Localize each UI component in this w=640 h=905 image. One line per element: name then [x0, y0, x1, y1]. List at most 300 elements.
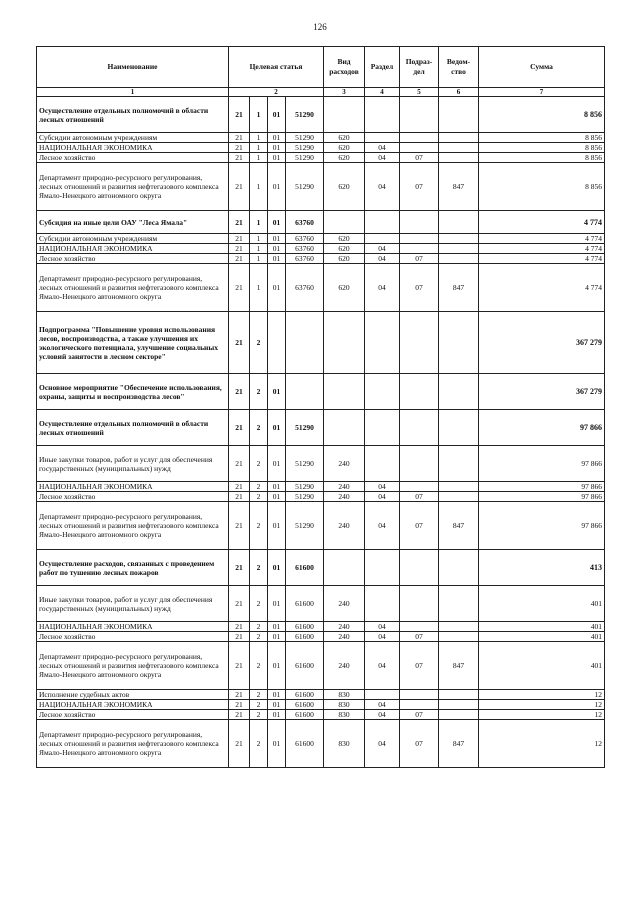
header-expense-type: Вид расходов [324, 47, 365, 88]
department-code: 847 [439, 502, 479, 550]
department-code [439, 410, 479, 446]
row-name: Подпрограмма "Повышение уровня использования лесов, воспроизводства, а также улучшения их экологического потенциала, улучшение социальных условий занятости в лесном секторе" [37, 312, 229, 374]
target-code-subprogram: 2 [250, 492, 268, 502]
section-code: 04 [365, 143, 400, 153]
section-code [365, 312, 400, 374]
target-code-event: 01 [268, 642, 286, 690]
section-code [365, 133, 400, 143]
target-code-event: 01 [268, 502, 286, 550]
expense-type-code: 240 [324, 446, 365, 482]
table-row [37, 482, 605, 492]
target-code-event: 01 [268, 97, 286, 133]
target-code-direction: 63760 [286, 254, 324, 264]
target-code-direction: 61600 [286, 720, 324, 768]
row-name: Департамент природно-ресурсного регулирования, лесных отношений и развития нефтегазового комплекса Ямало-Ненецкого автономного округа [37, 720, 229, 768]
table-row [37, 163, 605, 211]
section-code: 04 [365, 622, 400, 632]
expense-type-code [324, 550, 365, 586]
expense-type-code [324, 410, 365, 446]
section-code: 04 [365, 264, 400, 312]
target-code-direction: 51290 [286, 143, 324, 153]
section-code [365, 211, 400, 234]
expense-type-code [324, 374, 365, 410]
amount-value: 8 856 [479, 163, 605, 211]
amount-value: 367 279 [479, 374, 605, 410]
column-number: 6 [439, 88, 479, 97]
table-row [37, 133, 605, 143]
target-code-program: 21 [229, 374, 250, 410]
subsection-code [400, 312, 439, 374]
amount-value: 4 774 [479, 264, 605, 312]
subsection-code [400, 622, 439, 632]
target-code-program: 21 [229, 211, 250, 234]
section-code: 04 [365, 710, 400, 720]
target-code-subprogram: 2 [250, 720, 268, 768]
target-code-program: 21 [229, 502, 250, 550]
section-code: 04 [365, 642, 400, 690]
subsection-code: 07 [400, 632, 439, 642]
target-code-direction: 61600 [286, 632, 324, 642]
expense-type-code: 240 [324, 622, 365, 632]
expense-type-code: 620 [324, 133, 365, 143]
target-code-event: 01 [268, 586, 286, 622]
table-row [37, 153, 605, 163]
target-code-direction: 51290 [286, 133, 324, 143]
table-row [37, 254, 605, 264]
target-code-subprogram: 1 [250, 254, 268, 264]
amount-value: 401 [479, 632, 605, 642]
subsection-code [400, 143, 439, 153]
target-code-program: 21 [229, 312, 250, 374]
amount-value: 97 866 [479, 410, 605, 446]
department-code [439, 632, 479, 642]
target-code-program: 21 [229, 550, 250, 586]
target-code-direction: 63760 [286, 234, 324, 244]
target-code-subprogram: 1 [250, 163, 268, 211]
target-code-program: 21 [229, 254, 250, 264]
department-code [439, 254, 479, 264]
subsection-code: 07 [400, 710, 439, 720]
subsection-code: 07 [400, 153, 439, 163]
section-code [365, 410, 400, 446]
subsection-code [400, 446, 439, 482]
amount-value: 4 774 [479, 211, 605, 234]
subsection-code: 07 [400, 502, 439, 550]
target-code-event: 01 [268, 550, 286, 586]
column-number: 3 [324, 88, 365, 97]
department-code [439, 234, 479, 244]
expense-type-code: 240 [324, 586, 365, 622]
department-code [439, 710, 479, 720]
subsection-code: 07 [400, 264, 439, 312]
expense-type-code [324, 312, 365, 374]
section-code [365, 550, 400, 586]
section-code: 04 [365, 632, 400, 642]
target-code-subprogram: 1 [250, 244, 268, 254]
header-amount: Сумма [479, 47, 605, 88]
section-code: 04 [365, 720, 400, 768]
budget-table [36, 46, 605, 768]
column-number: 1 [37, 88, 229, 97]
expense-type-code: 830 [324, 720, 365, 768]
target-code-event: 01 [268, 700, 286, 710]
row-name: Лесное хозяйство [37, 254, 229, 264]
table-row [37, 410, 605, 446]
section-code: 04 [365, 700, 400, 710]
subsection-code [400, 586, 439, 622]
department-code: 847 [439, 642, 479, 690]
expense-type-code: 620 [324, 264, 365, 312]
target-code-direction: 51290 [286, 163, 324, 211]
target-code-subprogram: 2 [250, 710, 268, 720]
target-code-program: 21 [229, 482, 250, 492]
table-row [37, 700, 605, 710]
section-code [365, 234, 400, 244]
target-code-direction: 63760 [286, 264, 324, 312]
header-target-article: Целевая статья [229, 47, 324, 88]
row-name: Лесное хозяйство [37, 710, 229, 720]
target-code-program: 21 [229, 700, 250, 710]
amount-value: 8 856 [479, 153, 605, 163]
amount-value: 401 [479, 642, 605, 690]
page-number: 126 [313, 22, 327, 32]
row-name: Осуществление отдельных полномочий в области лесных отношений [37, 97, 229, 133]
target-code-direction: 61600 [286, 622, 324, 632]
target-code-event: 01 [268, 622, 286, 632]
section-code: 04 [365, 492, 400, 502]
table-row [37, 550, 605, 586]
target-code-event: 01 [268, 254, 286, 264]
expense-type-code: 240 [324, 482, 365, 492]
expense-type-code: 620 [324, 254, 365, 264]
amount-value: 97 866 [479, 446, 605, 482]
section-code: 04 [365, 244, 400, 254]
amount-value: 12 [479, 700, 605, 710]
table-row [37, 97, 605, 133]
department-code [439, 244, 479, 254]
amount-value: 401 [479, 622, 605, 632]
expense-type-code: 240 [324, 632, 365, 642]
section-code [365, 586, 400, 622]
target-code-event: 01 [268, 374, 286, 410]
target-code-event: 01 [268, 143, 286, 153]
expense-type-code: 240 [324, 492, 365, 502]
target-code-program: 21 [229, 234, 250, 244]
department-code [439, 312, 479, 374]
subsection-code: 07 [400, 642, 439, 690]
target-code-subprogram: 2 [250, 374, 268, 410]
section-code [365, 690, 400, 700]
subsection-code [400, 410, 439, 446]
amount-value: 4 774 [479, 234, 605, 244]
target-code-event: 01 [268, 163, 286, 211]
target-code-subprogram: 2 [250, 690, 268, 700]
target-code-program: 21 [229, 690, 250, 700]
subsection-code [400, 97, 439, 133]
target-code-program: 21 [229, 492, 250, 502]
expense-type-code: 240 [324, 502, 365, 550]
expense-type-code: 830 [324, 690, 365, 700]
row-name: Субсидии автономным учреждениям [37, 234, 229, 244]
row-name: НАЦИОНАЛЬНАЯ ЭКОНОМИКА [37, 700, 229, 710]
subsection-code [400, 211, 439, 234]
department-code [439, 211, 479, 234]
row-name: Иные закупки товаров, работ и услуг для обеспечения государственных (муниципальных) нужд [37, 446, 229, 482]
target-code-direction: 51290 [286, 446, 324, 482]
target-code-event: 01 [268, 690, 286, 700]
subsection-code: 07 [400, 720, 439, 768]
row-name: Основное мероприятие "Обеспечение использования, охраны, защиты и воспроизводства лесов" [37, 374, 229, 410]
target-code-event: 01 [268, 410, 286, 446]
target-code-program: 21 [229, 720, 250, 768]
target-code-subprogram: 2 [250, 550, 268, 586]
target-code-direction [286, 312, 324, 374]
target-code-program: 21 [229, 244, 250, 254]
amount-value: 97 866 [479, 492, 605, 502]
row-name: Субсидии автономным учреждениям [37, 133, 229, 143]
amount-value: 97 866 [479, 482, 605, 492]
row-name: Осуществление отдельных полномочий в области лесных отношений [37, 410, 229, 446]
target-code-event: 01 [268, 234, 286, 244]
amount-value: 8 856 [479, 97, 605, 133]
amount-value: 4 774 [479, 244, 605, 254]
target-code-subprogram: 2 [250, 482, 268, 492]
target-code-subprogram: 2 [250, 446, 268, 482]
subsection-code: 07 [400, 492, 439, 502]
department-code [439, 133, 479, 143]
expense-type-code [324, 211, 365, 234]
section-code: 04 [365, 254, 400, 264]
table-row [37, 446, 605, 482]
target-code-direction: 61600 [286, 710, 324, 720]
expense-type-code: 240 [324, 642, 365, 690]
target-code-event: 01 [268, 482, 286, 492]
table-row [37, 710, 605, 720]
row-name: Иные закупки товаров, работ и услуг для обеспечения государственных (муниципальных) нужд [37, 586, 229, 622]
target-code-direction: 63760 [286, 211, 324, 234]
target-code-event: 01 [268, 133, 286, 143]
table-row [37, 632, 605, 642]
header-subsection: Подраз- дел [400, 47, 439, 88]
row-name: НАЦИОНАЛЬНАЯ ЭКОНОМИКА [37, 622, 229, 632]
row-name: Департамент природно-ресурсного регулирования, лесных отношений и развития нефтегазового комплекса Ямало-Ненецкого автономного округа [37, 502, 229, 550]
subsection-code [400, 482, 439, 492]
target-code-event: 01 [268, 446, 286, 482]
department-code: 847 [439, 720, 479, 768]
target-code-event: 01 [268, 710, 286, 720]
target-code-program: 21 [229, 97, 250, 133]
table-row [37, 690, 605, 700]
target-code-direction: 61600 [286, 586, 324, 622]
header-department: Ведом- ство [439, 47, 479, 88]
row-name: Лесное хозяйство [37, 492, 229, 502]
target-code-event: 01 [268, 492, 286, 502]
target-code-direction: 51290 [286, 502, 324, 550]
table-row [37, 374, 605, 410]
department-code [439, 622, 479, 632]
target-code-program: 21 [229, 133, 250, 143]
target-code-direction [286, 374, 324, 410]
target-code-direction: 51290 [286, 482, 324, 492]
target-code-subprogram: 2 [250, 642, 268, 690]
target-code-direction: 51290 [286, 410, 324, 446]
amount-value: 12 [479, 690, 605, 700]
section-code [365, 97, 400, 133]
target-code-program: 21 [229, 642, 250, 690]
department-code [439, 446, 479, 482]
target-code-event: 01 [268, 244, 286, 254]
target-code-direction: 51290 [286, 97, 324, 133]
target-code-program: 21 [229, 710, 250, 720]
section-code: 04 [365, 482, 400, 492]
section-code: 04 [365, 502, 400, 550]
target-code-subprogram: 2 [250, 700, 268, 710]
header-section: Раздел [365, 47, 400, 88]
target-code-program: 21 [229, 632, 250, 642]
amount-value: 367 279 [479, 312, 605, 374]
expense-type-code: 620 [324, 153, 365, 163]
table-row [37, 492, 605, 502]
amount-value: 413 [479, 550, 605, 586]
row-name: Департамент природно-ресурсного регулирования, лесных отношений и развития нефтегазового комплекса Ямало-Ненецкого автономного округа [37, 264, 229, 312]
expense-type-code: 620 [324, 244, 365, 254]
target-code-event: 01 [268, 632, 286, 642]
target-code-direction: 61600 [286, 690, 324, 700]
subsection-code [400, 700, 439, 710]
section-code [365, 446, 400, 482]
target-code-program: 21 [229, 153, 250, 163]
target-code-program: 21 [229, 586, 250, 622]
table-row [37, 720, 605, 768]
section-code [365, 374, 400, 410]
department-code [439, 143, 479, 153]
target-code-subprogram: 1 [250, 133, 268, 143]
amount-value: 4 774 [479, 254, 605, 264]
table-row [37, 264, 605, 312]
target-code-event: 01 [268, 153, 286, 163]
target-code-subprogram: 1 [250, 143, 268, 153]
target-code-event: 01 [268, 264, 286, 312]
target-code-subprogram: 2 [250, 312, 268, 374]
target-code-program: 21 [229, 446, 250, 482]
column-number-row [37, 88, 605, 97]
subsection-code: 07 [400, 163, 439, 211]
column-number: 7 [479, 88, 605, 97]
department-code [439, 586, 479, 622]
expense-type-code: 620 [324, 143, 365, 153]
amount-value: 12 [479, 720, 605, 768]
target-code-subprogram: 2 [250, 622, 268, 632]
table-row [37, 642, 605, 690]
amount-value: 97 866 [479, 502, 605, 550]
target-code-subprogram: 1 [250, 211, 268, 234]
department-code [439, 374, 479, 410]
target-code-subprogram: 2 [250, 502, 268, 550]
row-name: НАЦИОНАЛЬНАЯ ЭКОНОМИКА [37, 482, 229, 492]
department-code [439, 492, 479, 502]
target-code-direction: 61600 [286, 642, 324, 690]
column-number: 2 [229, 88, 324, 97]
amount-value: 401 [479, 586, 605, 622]
target-code-direction: 63760 [286, 244, 324, 254]
target-code-subprogram: 2 [250, 586, 268, 622]
target-code-program: 21 [229, 163, 250, 211]
column-number: 5 [400, 88, 439, 97]
target-code-direction: 51290 [286, 153, 324, 163]
target-code-subprogram: 2 [250, 632, 268, 642]
department-code [439, 153, 479, 163]
target-code-subprogram: 1 [250, 264, 268, 312]
subsection-code: 07 [400, 254, 439, 264]
row-name: НАЦИОНАЛЬНАЯ ЭКОНОМИКА [37, 143, 229, 153]
expense-type-code [324, 97, 365, 133]
department-code [439, 482, 479, 492]
target-code-subprogram: 1 [250, 97, 268, 133]
target-code-direction: 51290 [286, 492, 324, 502]
table-row [37, 244, 605, 254]
department-code: 847 [439, 163, 479, 211]
row-name: Лесное хозяйство [37, 632, 229, 642]
subsection-code [400, 133, 439, 143]
table-row [37, 312, 605, 374]
section-code: 04 [365, 153, 400, 163]
target-code-program: 21 [229, 410, 250, 446]
department-code [439, 550, 479, 586]
expense-type-code: 830 [324, 710, 365, 720]
target-code-event: 01 [268, 211, 286, 234]
row-name: Субсидия на иные цели ОАУ "Леса Ямала" [37, 211, 229, 234]
target-code-program: 21 [229, 143, 250, 153]
expense-type-code: 830 [324, 700, 365, 710]
table-body [37, 97, 605, 768]
subsection-code [400, 374, 439, 410]
target-code-subprogram: 1 [250, 153, 268, 163]
expense-type-code: 620 [324, 163, 365, 211]
table-row [37, 234, 605, 244]
row-name: Департамент природно-ресурсного регулирования, лесных отношений и развития нефтегазового комплекса Ямало-Ненецкого автономного округа [37, 163, 229, 211]
table-row [37, 502, 605, 550]
row-name: Осуществление расходов, связанных с проведением работ по тушению лесных пожаров [37, 550, 229, 586]
table-row [37, 622, 605, 632]
target-code-program: 21 [229, 622, 250, 632]
amount-value: 12 [479, 710, 605, 720]
target-code-direction: 61600 [286, 550, 324, 586]
table-row [37, 211, 605, 234]
target-code-program: 21 [229, 264, 250, 312]
department-code [439, 690, 479, 700]
target-code-direction: 61600 [286, 700, 324, 710]
department-code [439, 700, 479, 710]
subsection-code [400, 234, 439, 244]
target-code-event: 01 [268, 720, 286, 768]
row-name: Исполнение судебных актов [37, 690, 229, 700]
department-code [439, 97, 479, 133]
target-code-subprogram: 1 [250, 234, 268, 244]
amount-value: 8 856 [479, 133, 605, 143]
section-code: 04 [365, 163, 400, 211]
target-code-event [268, 312, 286, 374]
column-number: 4 [365, 88, 400, 97]
department-code: 847 [439, 264, 479, 312]
target-code-subprogram: 2 [250, 410, 268, 446]
expense-type-code: 620 [324, 234, 365, 244]
row-name: НАЦИОНАЛЬНАЯ ЭКОНОМИКА [37, 244, 229, 254]
subsection-code [400, 690, 439, 700]
header-name: Наименование [37, 47, 229, 88]
subsection-code [400, 550, 439, 586]
amount-value: 8 856 [479, 143, 605, 153]
subsection-code [400, 244, 439, 254]
